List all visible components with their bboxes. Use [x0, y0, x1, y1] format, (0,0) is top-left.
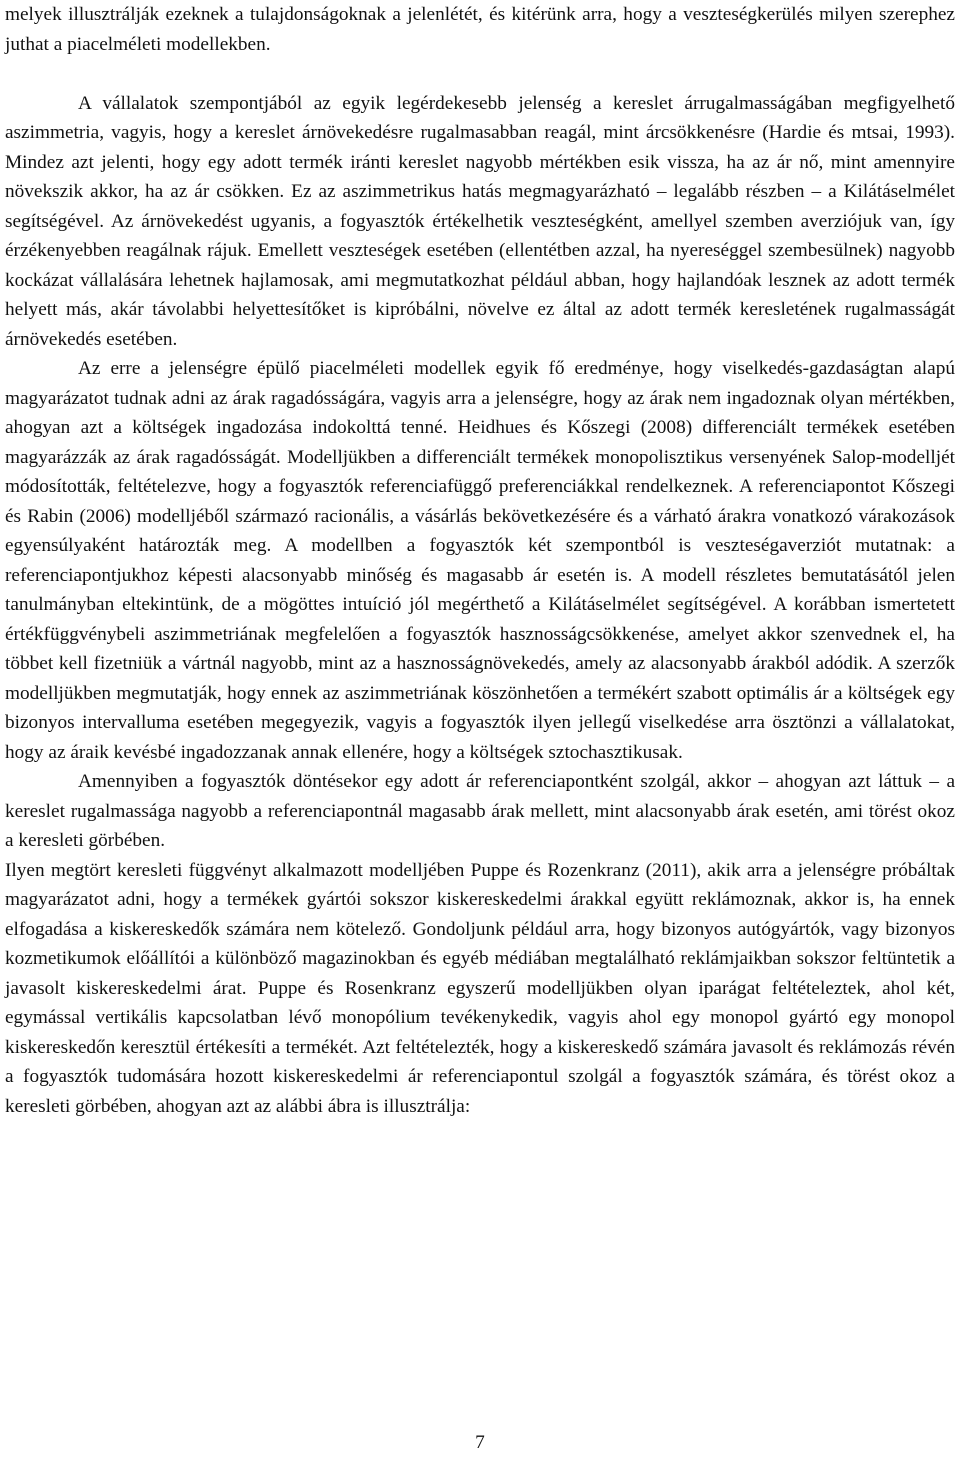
paragraph-asymmetry: A vállalatok szempontjából az egyik legérdekesebb jelenség a kereslet árrugalmasságában megfigyelhető aszimmetria, vagyis, hogy a kereslet árnövekedésre rugalmasabban reagál, mint árcsökkenésre (Hardie és mtsai, 1993). Mindez azt jelenti, hogy egy adott termék iránti kereslet nagyobb mértékben esik vissza, ha az ár nő, mint amennyire növekszik akkor, ha az ár csökken. Ez az aszimmetrikus hatás megmagyarázható – legalább részben – a Kilátáselmélet segítségével. Az árnövekedést ugyanis, a fogyasztók értékelhetik veszteségként, amellyel szemben averziójuk van, így érzékenyebben reagálnak rájuk. Emellett veszteségek esetében (ellentétben azzal, ha nyereséggel szembesülnek) nagyobb kockázat vállalására lehetnek hajlamosak, ami megmutatkozhat például abban, hogy hajlandóak lesznek az adott termék helyett más, akár távolabbi helyettesítőket is kipróbálni, növelve ez által az adott termék keresletének rugalmasságát árnövekedés esetében. [5, 92, 955, 350]
paragraph-kinked-demand: Ilyen megtört keresleti függvényt alkalmazott modelljében Puppe és Rozenkranz (2011), akik arra a jelenségre próbáltak magyarázatot adni, hogy a termékek gyártói sokszor kiskereskedelmi árakkal együtt reklámoznak, akkor is, ha ennek elfogadása a kiskereskedők számára nem kötelező. Gondoljunk például arra, hogy bizonyos autógyártók, vagy bizonyos kozmetikumok előállítói a különböző magazinokban és egyéb médiában megtalálható reklámjaikban sokszor feltüntetik a javasolt kiskereskedelmi árat. Puppe és Rosenkranz egyszerű modelljükben olyan iparágat feltételeztek, ahol két, egymással vertikális kapcsolatban lévő monopólium tevékenykedik, vagyis ahol egy monopol gyártó egy monopol kiskereskedőn keresztül értékesíti a termékét. Azt feltételezték, hogy a kiskereskedő számára javasolt és reklámozás révén a fogyasztók tudomására hozott kiskereskedelmi ár referenciapontul szolgál a fogyasztók számára, és törést okoz a keresleti görbében, ahogyan azt az alábbi ábra is illusztrálja: [5, 859, 955, 1117]
paragraph-price-stickiness: Az erre a jelenségre épülő piacelméleti modellek egyik fő eredménye, hogy viselkedés-gazdaságtan alapú magyarázatot tudnak adni az árak ragadósságára, vagyis arra a jelenségre, hogy az árak nem ingadoznak olyan mértékben, ahogyan azt a költségek ingadozása indokolttá tenné. Heidhues és Kőszegi (2008) differenciált termékek esetében magyarázzák az árak ragadósságát. Modelljükben a differenciált termékek monopolisztikus versenyének Salop-modelljét módosították, feltételezve, hogy a fogyasztók referenciafüggő preferenciákkal rendelkeznek. A referenciapontot Kőszegi és Rabin (2006) modelljéből származó racionális, a vásárlás bekövetkezésére és a várható árakra vonatkozó várakozások egyensúlyaként határozták meg. A modellben a fogyasztók két szempontból is veszteségaverziót mutatnak: a referenciapontjukhoz képesti alacsonyabb minőség és magasabb ár esetén is. A modell részletes bemutatásától jelen tanulmányban eltekintünk, de a mögöttes intuíció jól megérthető a Kilátáselmélet segítségével. A korábban ismertetett értékfüggvénybeli aszimmetriának megfelelően a fogyasztók hasznosságcsökkenése, amelyet akkor szenvednek el, ha többet kell fizetniük a vártnál nagyobb, mint az a hasznosságnövekedés, amely az alacsonyabb árakból adódik. A szerzők modelljükben megmutatják, hogy ennek az aszimmetriának köszönhetően a termékért szabott optimális ár a költségek egy bizonyos intervalluma esetében megegyezik, vagyis a fogyasztók ilyen jellegű viselkedése arra ösztönzi a vállalatokat, hogy az áraik kevésbé ingadozzanak annak ellenére, hogy a költségek sztochasztikusak. [5, 358, 955, 763]
page-number: 7 [475, 1432, 485, 1453]
paragraph-continuation: melyek illusztrálják ezeknek a tulajdonságoknak a jelenlétét, és kitérünk arra, hogy a veszteségkerülés milyen szerephez juthat a piacelméleti modellekben. [5, 4, 955, 55]
document-page [5, 0, 955, 1121]
paragraph-reference-point: Amennyiben a fogyasztók döntésekor egy adott ár referenciapontként szolgál, akkor – ahogyan azt láttuk – a kereslet rugalmassága nagyobb a referenciapontnál magasabb árak mellett, mint alacsonyabb árak esetén, ami törést okoz a keresleti görbében. [5, 771, 955, 851]
